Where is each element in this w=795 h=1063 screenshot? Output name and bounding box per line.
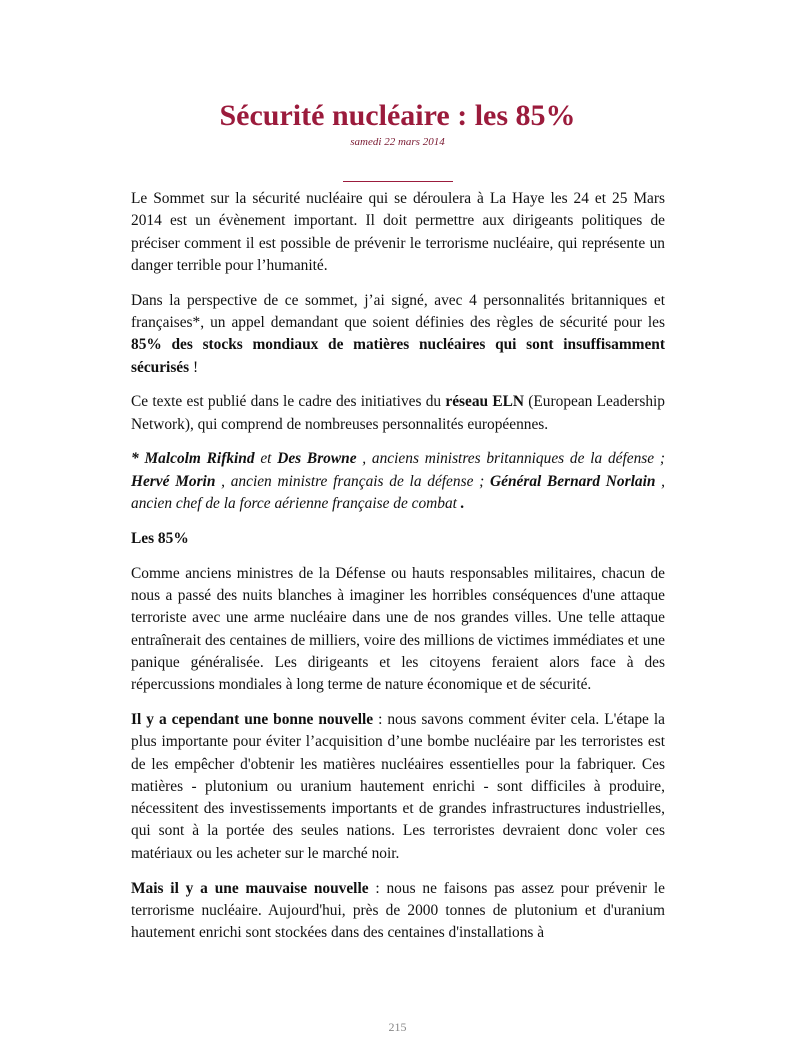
article-body — [131, 188, 665, 957]
signatory-morin: Hervé Morin — [131, 472, 216, 490]
paragraph-appeal-end: ! — [189, 358, 199, 376]
paragraph-good-news — [131, 709, 665, 865]
paragraph-threat: Comme anciens ministres de la Défense ou hauts responsables militaires, chacun de nous a passé des nuits blanches à imaginer les horribles conséquences d'une attaque terroriste avec une arme nucléaire dans une de nos grandes villes. Une telle attaque entraînerait des centaines de milliers, voire des millions de victimes immédiates et une panique généralisée. Les dirigeants et les citoyens feraient alors face à des répercussions mondiales à long terme de nature économique et de sécurité. — [131, 564, 665, 694]
paragraph-intro: Le Sommet sur la sécurité nucléaire qui se déroulera à La Haye les 24 et 25 Mars 2014 est un évènement important. Il doit permettre aux dirigeants politiques de préciser comment il est possible de prévenir le terrorisme nucléaire, qui représente un danger terrible pour l’humanité. — [131, 190, 665, 274]
signatory-rifkind: * Malcolm Rifkind — [131, 450, 255, 468]
footnote-end: . — [460, 495, 465, 513]
signatories-footnote — [131, 448, 665, 515]
good-news-lead: Il y a cependant une bonne nouvelle — [131, 710, 374, 728]
paragraph-bad-news — [131, 878, 665, 945]
bad-news-text: : nous ne faisons pas assez pour prévenir le terrorisme nucléaire. Aujourd'hui, près de 2000 tonnes de plutonium et d'uranium hautement enrichi sont stockées dans des centaines d'installations à — [131, 879, 665, 942]
page-title: Sécurité nucléaire : les 85% — [219, 99, 576, 132]
footnote-role-3: , ancien chef de la force aérienne française de combat — [131, 472, 665, 513]
eln-network-name: réseau ELN — [445, 393, 525, 411]
paragraph-appeal — [131, 290, 665, 379]
signatory-norlain: Général Bernard Norlain — [490, 472, 656, 490]
section-heading-text: Les 85% — [131, 529, 189, 547]
paragraph-eln-text: Ce texte est publié dans le cadre des initiatives du — [131, 393, 446, 411]
footnote-role-2: , ancien ministre français de la défense ; — [215, 472, 490, 490]
section-heading — [131, 528, 665, 550]
paragraph-eln — [131, 391, 665, 436]
publication-date: samedi 22 mars 2014 — [350, 136, 445, 148]
signatory-browne: Des Browne — [277, 450, 357, 468]
footnote-role-1: , anciens ministres britanniques de la défense ; — [356, 450, 665, 468]
good-news-text: : nous savons comment éviter cela. L'étape la plus importante pour éviter l’acquisition d’une bombe nucléaire par les terroristes est de les empêcher d'obtenir les matières nucléaires essentielles pour la fabriquer. Ces matières - plutonium ou uranium hautement enrichi - sont difficiles à produire, nécessitent des investissements importants et de grandes infrastructures industrielles, qui sont à la portée des seules nations. Les terroristes devraient donc voler ces matériaux ou les acheter sur le marché noir. — [131, 710, 665, 862]
paragraph-appeal-highlight: 85% des stocks mondiaux de matières nucléaires qui sont insuffisamment sécurisés — [131, 336, 665, 376]
title-divider — [343, 181, 453, 182]
paragraph-eln-end: (European Leadership Network), qui comprend de nombreuses personnalités européennes. — [131, 393, 665, 433]
footnote-and: et — [254, 450, 278, 468]
page-number: 215 — [388, 1020, 407, 1034]
paragraph-appeal-text: Dans la perspective de ce sommet, j’ai signé, avec 4 personnalités britanniques et françaises*, un appel demandant que soient définies des règles de sécurité pour les — [131, 291, 665, 331]
bad-news-lead: Mais il y a une mauvaise nouvelle — [131, 879, 369, 897]
